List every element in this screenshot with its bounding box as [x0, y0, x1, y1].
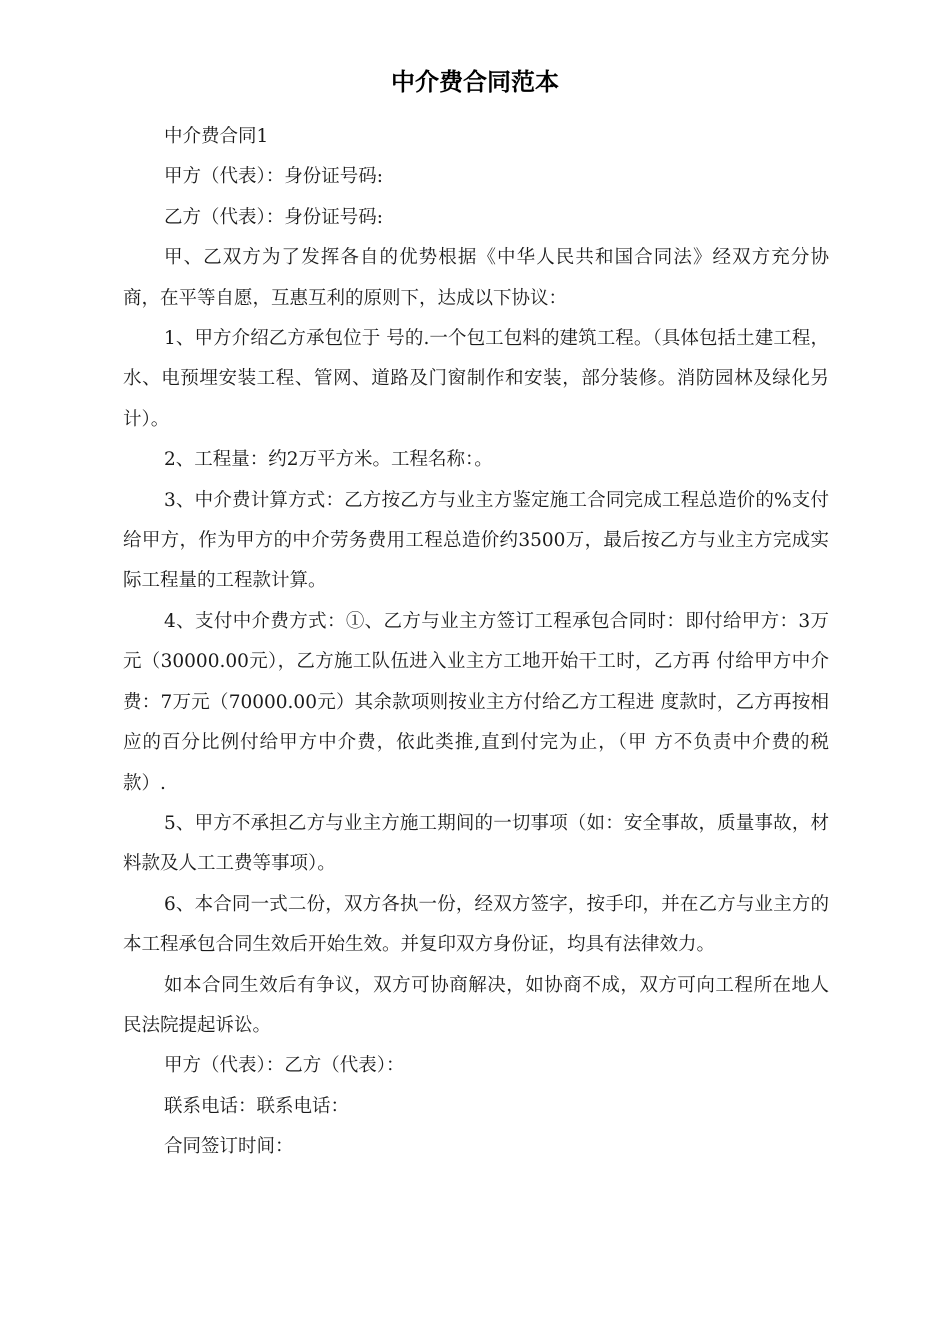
paragraph-clause-5: 5、甲方不承担乙方与业主方施工期间的一切事项（如：安全事故，质量事故，材料款及人工工费等事项）。 [123, 812, 829, 875]
paragraph-clause-6: 6、本合同一式二份，双方各执一份，经双方签字，按手印，并在乙方与业主方的本工程承包合同生效后开始生效。并复印双方身份证，均具有法律效力。 [123, 893, 829, 956]
paragraph-clause-1: 1、甲方介绍乙方承包位于 号的.一个包工包料的建筑工程。（具体包括土建工程，水、电预埋安装工程、管网、道路及门窗制作和安装，部分装修。消防园林及绿化另计）。 [123, 328, 829, 430]
paragraph-sign-date: 合同签订时间： [164, 1136, 294, 1158]
paragraph-phones: 联系电话：联系电话： [164, 1095, 350, 1117]
paragraph-party-b: 乙方（代表）：身份证号码: [164, 206, 383, 228]
document-title: 中介费合同范本 [391, 68, 559, 96]
paragraph-clause-4: 4、支付中介费方式：①、乙方与业主方签订工程承包合同时：即付给甲方：3万元（30000.00元），乙方施工队伍进入业主方工地开始干工时，乙方再 付给甲方中介费：7万元（70000.00元）其余款项则按业主方付给乙方工程进 度款时，乙方再按相应的百分比例付给甲方中介费，依此类推,直到付完为止，（甲 方不负责中介费的税款）. [123, 610, 829, 794]
paragraph-preamble: 甲、乙双方为了发挥各自的优势根据《中华人民共和国合同法》经双方充分协商，在平等自愿，互惠互利的原则下，达成以下协议： [123, 247, 829, 309]
paragraph-signatures: 甲方（代表）：乙方（代表）： [164, 1055, 405, 1077]
paragraph-clause-2: 2、工程量：约2万平方米。工程名称：。 [164, 449, 493, 471]
paragraph-party-a: 甲方（代表）：身份证号码: [164, 166, 383, 188]
paragraph-clause-3: 3、中介费计算方式：乙方按乙方与业主方鉴定施工合同完成工程总造价的%支付给甲方，作为甲方的中介劳务费用工程总造价约3500万，最后按乙方与业主方完成实际工程量的工程款计算。 [123, 489, 829, 592]
paragraph-dispute: 如本合同生效后有争议，双方可协商解决，如协商不成，双方可向工程所在地人民法院提起诉讼。 [123, 974, 829, 1036]
paragraph-heading: 中介费合同1 [164, 126, 269, 147]
document-body [123, 117, 829, 1168]
